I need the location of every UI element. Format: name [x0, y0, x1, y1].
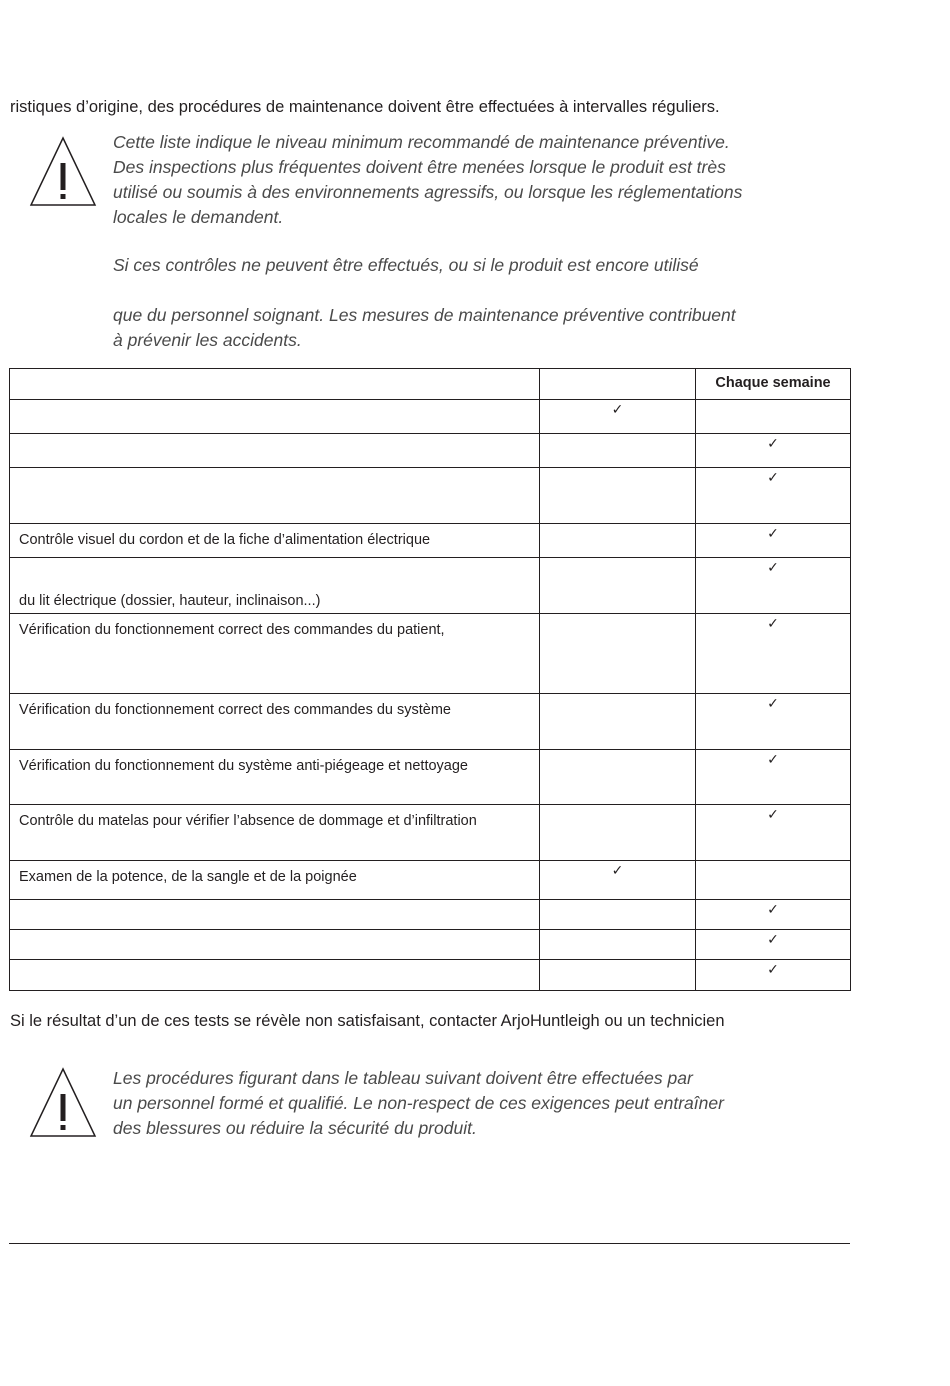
weekly-cell — [696, 614, 851, 694]
check-mark-icon: ✓ — [767, 962, 779, 978]
frequency-1-cell — [540, 930, 696, 960]
frequency-1-cell — [540, 861, 696, 900]
table-row — [10, 524, 851, 558]
check-mark-icon: ✓ — [767, 752, 779, 768]
procedure-cell — [10, 930, 540, 960]
warning-line: Cette liste indique le niveau minimum recommandé de maintenance préventive. — [113, 132, 730, 152]
weekly-cell — [696, 468, 851, 524]
frequency-1-cell — [540, 400, 696, 434]
table-row — [10, 750, 851, 805]
frequency-1-cell — [540, 960, 696, 991]
header-procedure — [10, 369, 540, 400]
procedure-label: Contrôle visuel du cordon et de la fiche d’alimentation électrique — [19, 532, 431, 548]
frequency-1-cell — [540, 558, 696, 614]
check-mark-icon: ✓ — [767, 436, 779, 452]
warning-triangle-icon — [29, 135, 97, 207]
conclusion-text: Si le résultat d’un de ces tests se révèle non satisfaisant, contacter ArjoHuntleigh ou un technicien — [10, 1012, 725, 1030]
table-row — [10, 434, 851, 468]
procedure-cell — [10, 400, 540, 434]
warning-line: Des inspections plus fréquentes doivent être menées lorsque le produit est très — [113, 157, 726, 177]
procedure-cell — [10, 614, 540, 694]
weekly-cell — [696, 434, 851, 468]
table-row — [10, 861, 851, 900]
procedure-label: Vérification du fonctionnement correct des commandes du patient, — [19, 622, 445, 638]
table-row — [10, 400, 851, 434]
weekly-cell — [696, 960, 851, 991]
warning-line: Les procédures figurant dans le tableau suivant doivent être effectuées par — [113, 1068, 693, 1088]
warning-line: utilisé ou soumis à des environnements agressifs, ou lorsque les réglementations — [113, 182, 743, 202]
table-row — [10, 960, 851, 991]
check-mark-icon: ✓ — [611, 863, 624, 879]
table-row — [10, 694, 851, 750]
procedure-cell — [10, 468, 540, 524]
check-mark-icon: ✓ — [767, 932, 779, 948]
footer-divider — [9, 1243, 850, 1244]
frequency-1-cell — [540, 694, 696, 750]
frequency-1-cell — [540, 750, 696, 805]
weekly-cell — [696, 750, 851, 805]
check-mark-icon: ✓ — [767, 616, 779, 632]
frequency-1-cell — [540, 524, 696, 558]
warning-line: locales le demandent. — [113, 207, 284, 227]
check-mark-icon: ✓ — [767, 696, 779, 712]
weekly-cell — [696, 930, 851, 960]
weekly-cell — [696, 805, 851, 861]
table-row — [10, 930, 851, 960]
check-mark-icon: ✓ — [767, 807, 779, 823]
warning-line: Si ces contrôles ne peuvent être effectués, ou si le produit est encore utilisé — [113, 255, 699, 275]
header-frequency-1 — [540, 369, 696, 400]
warning-line: que du personnel soignant. Les mesures de maintenance préventive contribuent — [113, 305, 736, 325]
warning-line: à prévenir les accidents. — [113, 330, 302, 350]
frequency-1-cell — [540, 614, 696, 694]
procedure-label: du lit électrique (dossier, hauteur, inclinaison...) — [19, 593, 321, 609]
procedure-label: Contrôle du matelas pour vérifier l’absence de dommage et d’infiltration — [19, 813, 477, 829]
weekly-cell — [696, 694, 851, 750]
procedure-cell — [10, 960, 540, 991]
check-mark-icon: ✓ — [767, 470, 779, 486]
procedure-cell — [10, 694, 540, 750]
weekly-cell — [696, 900, 851, 930]
frequency-1-cell — [540, 900, 696, 930]
header-weekly: Chaque semaine — [696, 369, 851, 400]
frequency-1-cell — [540, 805, 696, 861]
warning-paragraph — [113, 130, 858, 230]
maintenance-table — [9, 368, 851, 991]
frequency-1-cell — [540, 434, 696, 468]
procedure-cell — [10, 900, 540, 930]
procedure-cell — [10, 434, 540, 468]
procedure-label: Examen de la potence, de la sangle et de la poignée — [19, 869, 357, 885]
warning-note-2 — [113, 1066, 858, 1141]
procedure-label: Vérification du fonctionnement du système anti-piégeage et nettoyage — [19, 758, 468, 774]
procedure-label: Vérification du fonctionnement correct des commandes du système — [19, 702, 451, 718]
intro-text: ristiques d’origine, des procédures de maintenance doivent être effectuées à intervalles réguliers. — [10, 98, 720, 116]
procedure-cell — [10, 524, 540, 558]
procedure-cell — [10, 750, 540, 805]
procedure-cell — [10, 805, 540, 861]
warning-line: un personnel formé et qualifié. Le non-respect de ces exigences peut entraîner — [113, 1093, 724, 1113]
check-mark-icon: ✓ — [767, 526, 779, 542]
table-row — [10, 805, 851, 861]
procedure-cell — [10, 861, 540, 900]
table-row — [10, 468, 851, 524]
weekly-cell — [696, 524, 851, 558]
warning-paragraph — [113, 303, 858, 353]
table-row — [10, 900, 851, 930]
weekly-cell — [696, 400, 851, 434]
table-row — [10, 558, 851, 614]
check-mark-icon: ✓ — [611, 402, 624, 418]
check-mark-icon: ✓ — [767, 902, 779, 918]
warning-paragraph — [113, 253, 858, 278]
warning-line: des blessures ou réduire la sécurité du produit. — [113, 1118, 477, 1138]
table-row — [10, 614, 851, 694]
weekly-cell — [696, 558, 851, 614]
check-mark-icon: ✓ — [767, 560, 779, 576]
procedure-cell — [10, 558, 540, 614]
weekly-cell — [696, 861, 851, 900]
table-header-row — [10, 369, 851, 400]
frequency-1-cell — [540, 468, 696, 524]
warning-triangle-icon — [29, 1066, 97, 1138]
